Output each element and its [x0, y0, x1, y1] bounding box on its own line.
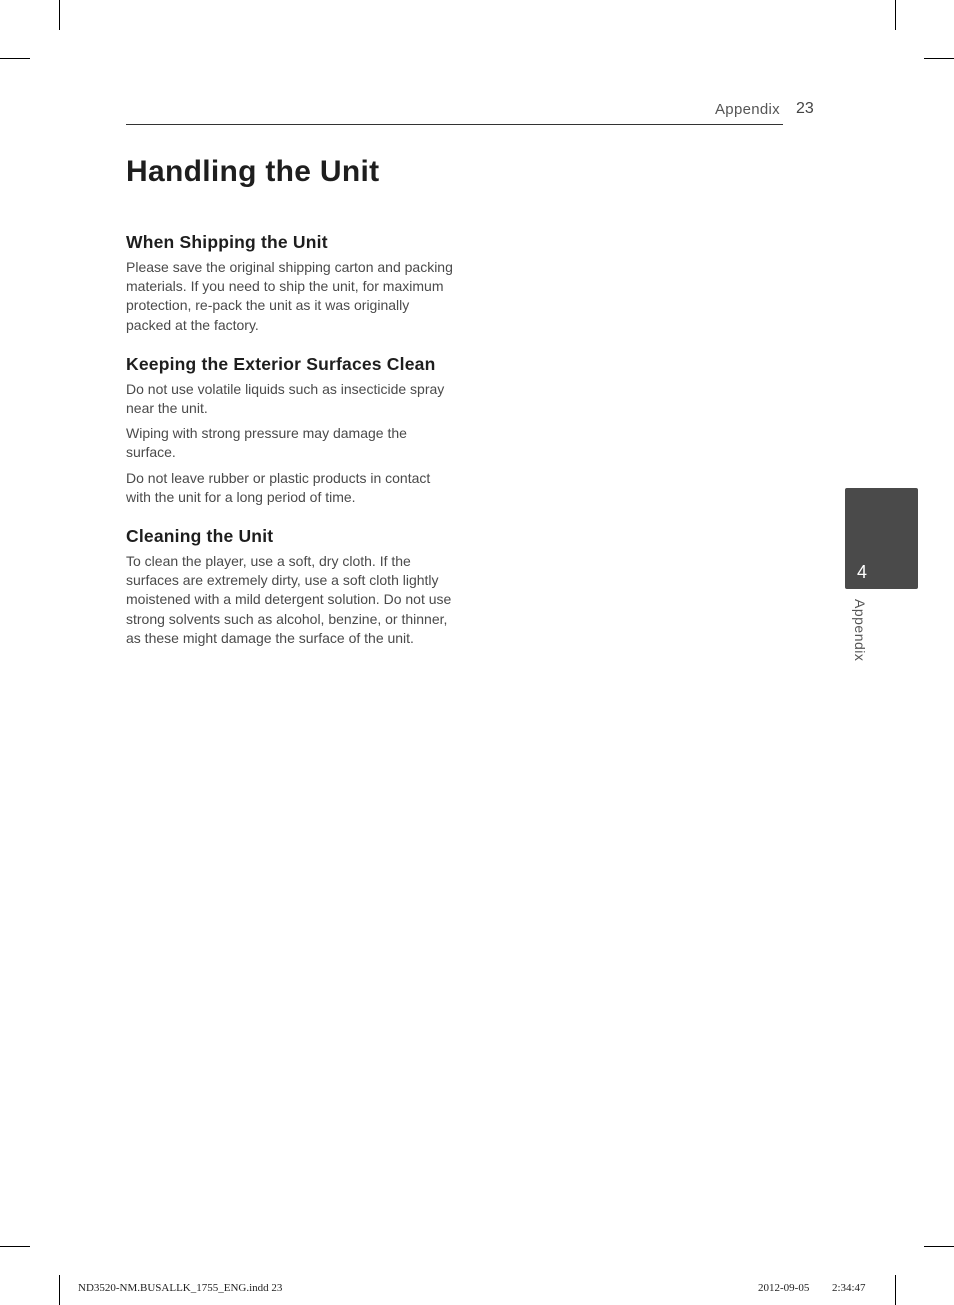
paragraph: Please save the original shipping carton and packing materials. If you need to ship the unit, for maximum protection, re-pack the unit as it was originally packed at the factory.	[126, 259, 453, 333]
footer-file-slug: ND3520-NM.BUSALLK_1755_ENG.indd 23	[78, 1282, 283, 1294]
section-shipping	[126, 232, 456, 335]
crop-mark	[0, 1246, 30, 1247]
crop-mark	[895, 0, 896, 30]
paragraph: Do not leave rubber or plastic products in contact with the unit for a long period of time.	[126, 469, 431, 505]
footer-timestamp: 2012-09-05 ￿￿ 2:34:47	[758, 1282, 866, 1294]
paragraph: Do not use volatile liquids such as insecticide spray near the unit.	[126, 380, 445, 417]
crop-mark	[924, 1246, 954, 1247]
section-heading: When Shipping the Unit	[126, 232, 328, 252]
chapter-tab	[845, 488, 918, 589]
crop-mark	[924, 58, 954, 59]
crop-mark	[0, 58, 30, 59]
chapter-tab-label: Appendix	[852, 599, 868, 662]
page-title: Handling the Unit	[126, 155, 380, 188]
crop-mark	[895, 1275, 896, 1305]
header-rule	[126, 124, 783, 125]
chapter-number: 4	[857, 562, 868, 582]
running-header-section: Appendix	[715, 101, 780, 118]
paragraph: Wiping with strong pressure may damage the surface.	[126, 425, 407, 461]
section-heading: Cleaning the Unit	[126, 526, 274, 547]
page-number: 23	[796, 100, 814, 117]
section-heading: Keeping the Exterior Surfaces Clean	[126, 353, 436, 374]
content-column	[126, 232, 456, 667]
paragraph: To clean the player, use a soft, dry cloth. If the surfaces are extremely dirty, use a soft cloth lightly moistened with a mild detergent solution. Do not use strong solvents such as alcohol, benzine, or thinner, as these might damage the surface of the unit.	[126, 553, 452, 646]
section-cleaning	[126, 526, 456, 648]
section-exterior-clean	[126, 354, 456, 507]
crop-mark	[59, 0, 60, 30]
crop-mark	[59, 1275, 60, 1305]
